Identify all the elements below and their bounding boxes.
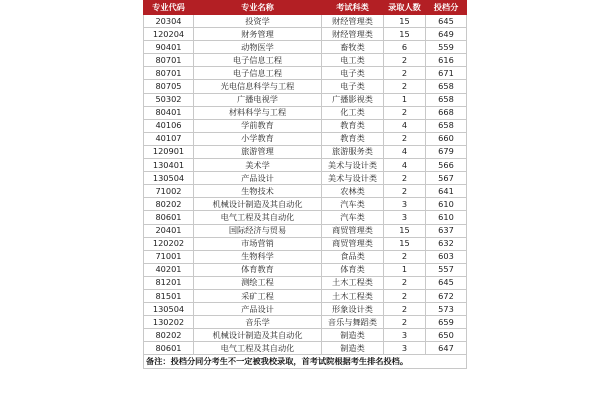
cell-score: 645 bbox=[426, 276, 467, 289]
cell-exam-category: 美术与设计类 bbox=[322, 159, 384, 172]
cell-exam-category: 商贸管理类 bbox=[322, 224, 384, 237]
cell-major-name: 材料科学与工程 bbox=[194, 106, 322, 119]
table-row bbox=[144, 342, 467, 355]
cell-score: 641 bbox=[426, 185, 467, 198]
cell-score: 573 bbox=[426, 303, 467, 316]
cell-admission-count: 3 bbox=[384, 329, 426, 342]
cell-exam-category: 音乐与舞蹈类 bbox=[322, 316, 384, 329]
table-row bbox=[144, 224, 467, 237]
cell-major-code: 80202 bbox=[144, 198, 194, 211]
cell-score: 603 bbox=[426, 250, 467, 263]
cell-score: 658 bbox=[426, 119, 467, 132]
cell-admission-count: 4 bbox=[384, 159, 426, 172]
header-major-code: 专业代码 bbox=[144, 1, 194, 15]
cell-score: 672 bbox=[426, 289, 467, 302]
cell-major-name: 生物科学 bbox=[194, 250, 322, 263]
cell-major-name: 测绘工程 bbox=[194, 276, 322, 289]
table-row bbox=[144, 329, 467, 342]
cell-score: 658 bbox=[426, 93, 467, 106]
cell-major-name: 音乐学 bbox=[194, 316, 322, 329]
cell-major-name: 美术学 bbox=[194, 159, 322, 172]
cell-admission-count: 1 bbox=[384, 93, 426, 106]
cell-score: 645 bbox=[426, 15, 467, 28]
cell-major-name: 财务管理 bbox=[194, 28, 322, 41]
cell-score: 671 bbox=[426, 67, 467, 80]
cell-score: 658 bbox=[426, 80, 467, 93]
table-row bbox=[144, 80, 467, 93]
cell-admission-count: 2 bbox=[384, 250, 426, 263]
cell-exam-category: 美术与设计类 bbox=[322, 172, 384, 185]
cell-admission-count: 15 bbox=[384, 237, 426, 250]
cell-major-name: 产品设计 bbox=[194, 172, 322, 185]
table-row bbox=[144, 15, 467, 28]
cell-major-name: 国际经济与贸易 bbox=[194, 224, 322, 237]
cell-major-name: 电气工程及其自动化 bbox=[194, 211, 322, 224]
cell-major-code: 130401 bbox=[144, 159, 194, 172]
table-row bbox=[144, 211, 467, 224]
cell-exam-category: 制造类 bbox=[322, 342, 384, 355]
cell-admission-count: 3 bbox=[384, 198, 426, 211]
cell-exam-category: 商贸管理类 bbox=[322, 237, 384, 250]
cell-admission-count: 2 bbox=[384, 132, 426, 145]
table-row bbox=[144, 145, 467, 158]
cell-major-name: 小学教育 bbox=[194, 132, 322, 145]
cell-exam-category: 体育类 bbox=[322, 263, 384, 276]
cell-exam-category: 食品类 bbox=[322, 250, 384, 263]
cell-major-name: 产品设计 bbox=[194, 303, 322, 316]
cell-admission-count: 3 bbox=[384, 342, 426, 355]
admission-score-table bbox=[143, 0, 467, 369]
cell-exam-category: 畜牧类 bbox=[322, 41, 384, 54]
cell-major-code: 90401 bbox=[144, 41, 194, 54]
cell-score: 637 bbox=[426, 224, 467, 237]
table-row bbox=[144, 132, 467, 145]
cell-major-code: 20401 bbox=[144, 224, 194, 237]
admission-score-table-container bbox=[143, 0, 466, 369]
cell-score: 610 bbox=[426, 211, 467, 224]
table-row bbox=[144, 303, 467, 316]
cell-major-name: 体育教育 bbox=[194, 263, 322, 276]
cell-score: 649 bbox=[426, 28, 467, 41]
cell-exam-category: 教育类 bbox=[322, 132, 384, 145]
table-row bbox=[144, 237, 467, 250]
table-row bbox=[144, 28, 467, 41]
cell-score: 660 bbox=[426, 132, 467, 145]
cell-major-code: 80601 bbox=[144, 342, 194, 355]
table-row bbox=[144, 316, 467, 329]
cell-major-code: 40201 bbox=[144, 263, 194, 276]
cell-admission-count: 15 bbox=[384, 28, 426, 41]
table-header-row bbox=[144, 1, 467, 15]
cell-score: 566 bbox=[426, 159, 467, 172]
cell-major-code: 50302 bbox=[144, 93, 194, 106]
header-admission-count: 录取人数 bbox=[384, 1, 426, 15]
cell-major-code: 20304 bbox=[144, 15, 194, 28]
cell-major-code: 80701 bbox=[144, 67, 194, 80]
cell-major-name: 动物医学 bbox=[194, 41, 322, 54]
cell-exam-category: 形象设计类 bbox=[322, 303, 384, 316]
table-row bbox=[144, 41, 467, 54]
cell-major-code: 130504 bbox=[144, 172, 194, 185]
header-score: 投档分 bbox=[426, 1, 467, 15]
cell-major-code: 80202 bbox=[144, 329, 194, 342]
cell-score: 610 bbox=[426, 198, 467, 211]
cell-major-code: 71002 bbox=[144, 185, 194, 198]
cell-exam-category: 广播影视类 bbox=[322, 93, 384, 106]
cell-major-name: 采矿工程 bbox=[194, 289, 322, 302]
cell-major-code: 40107 bbox=[144, 132, 194, 145]
cell-score: 557 bbox=[426, 263, 467, 276]
cell-major-name: 机械设计制造及其自动化 bbox=[194, 198, 322, 211]
cell-admission-count: 2 bbox=[384, 289, 426, 302]
cell-exam-category: 财经管理类 bbox=[322, 15, 384, 28]
cell-major-name: 电气工程及其自动化 bbox=[194, 342, 322, 355]
cell-score: 659 bbox=[426, 316, 467, 329]
cell-exam-category: 土木工程类 bbox=[322, 276, 384, 289]
table-note: 备注：投档分同分考生不一定被我校录取，首考试院根据考生排名投档。 bbox=[144, 355, 467, 368]
cell-exam-category: 化工类 bbox=[322, 106, 384, 119]
cell-exam-category: 汽车类 bbox=[322, 198, 384, 211]
cell-score: 679 bbox=[426, 145, 467, 158]
cell-admission-count: 2 bbox=[384, 67, 426, 80]
table-row bbox=[144, 54, 467, 67]
cell-admission-count: 1 bbox=[384, 263, 426, 276]
cell-exam-category: 电子类 bbox=[322, 80, 384, 93]
table-row bbox=[144, 93, 467, 106]
cell-admission-count: 2 bbox=[384, 172, 426, 185]
cell-score: 616 bbox=[426, 54, 467, 67]
note-row bbox=[144, 355, 467, 368]
cell-admission-count: 2 bbox=[384, 54, 426, 67]
cell-score: 647 bbox=[426, 342, 467, 355]
cell-score: 650 bbox=[426, 329, 467, 342]
cell-admission-count: 6 bbox=[384, 41, 426, 54]
cell-major-code: 40106 bbox=[144, 119, 194, 132]
cell-major-code: 81501 bbox=[144, 289, 194, 302]
cell-major-name: 旅游管理 bbox=[194, 145, 322, 158]
cell-admission-count: 4 bbox=[384, 145, 426, 158]
cell-admission-count: 2 bbox=[384, 316, 426, 329]
cell-admission-count: 2 bbox=[384, 303, 426, 316]
cell-major-name: 学前教育 bbox=[194, 119, 322, 132]
cell-admission-count: 4 bbox=[384, 119, 426, 132]
cell-exam-category: 电工类 bbox=[322, 54, 384, 67]
cell-score: 668 bbox=[426, 106, 467, 119]
cell-exam-category: 农林类 bbox=[322, 185, 384, 198]
table-row bbox=[144, 263, 467, 276]
table-row bbox=[144, 250, 467, 263]
cell-exam-category: 土木工程类 bbox=[322, 289, 384, 302]
table-row bbox=[144, 276, 467, 289]
cell-admission-count: 2 bbox=[384, 80, 426, 93]
table-row bbox=[144, 119, 467, 132]
table-row bbox=[144, 198, 467, 211]
cell-major-name: 电子信息工程 bbox=[194, 54, 322, 67]
table-body bbox=[144, 15, 467, 355]
table-row bbox=[144, 106, 467, 119]
cell-admission-count: 15 bbox=[384, 15, 426, 28]
cell-major-name: 投资学 bbox=[194, 15, 322, 28]
table-row bbox=[144, 289, 467, 302]
cell-major-code: 80705 bbox=[144, 80, 194, 93]
cell-major-name: 光电信息科学与工程 bbox=[194, 80, 322, 93]
cell-score: 632 bbox=[426, 237, 467, 250]
table-row bbox=[144, 185, 467, 198]
table-row bbox=[144, 159, 467, 172]
cell-admission-count: 3 bbox=[384, 211, 426, 224]
header-exam-category: 考试科类 bbox=[322, 1, 384, 15]
cell-major-code: 80401 bbox=[144, 106, 194, 119]
cell-major-code: 80701 bbox=[144, 54, 194, 67]
cell-major-code: 120202 bbox=[144, 237, 194, 250]
cell-major-code: 130202 bbox=[144, 316, 194, 329]
cell-major-code: 80601 bbox=[144, 211, 194, 224]
cell-exam-category: 财经管理类 bbox=[322, 28, 384, 41]
cell-admission-count: 2 bbox=[384, 276, 426, 289]
cell-major-name: 电子信息工程 bbox=[194, 67, 322, 80]
table-row bbox=[144, 172, 467, 185]
cell-exam-category: 汽车类 bbox=[322, 211, 384, 224]
cell-exam-category: 电子类 bbox=[322, 67, 384, 80]
cell-major-code: 71001 bbox=[144, 250, 194, 263]
cell-major-code: 120204 bbox=[144, 28, 194, 41]
cell-exam-category: 旅游服务类 bbox=[322, 145, 384, 158]
cell-score: 559 bbox=[426, 41, 467, 54]
table-row bbox=[144, 67, 467, 80]
cell-major-code: 81201 bbox=[144, 276, 194, 289]
cell-exam-category: 制造类 bbox=[322, 329, 384, 342]
cell-admission-count: 2 bbox=[384, 185, 426, 198]
cell-major-name: 机械设计制造及其自动化 bbox=[194, 329, 322, 342]
cell-major-name: 生物技术 bbox=[194, 185, 322, 198]
cell-major-code: 120901 bbox=[144, 145, 194, 158]
cell-admission-count: 2 bbox=[384, 106, 426, 119]
cell-major-name: 广播电视学 bbox=[194, 93, 322, 106]
header-major-name: 专业名称 bbox=[194, 1, 322, 15]
cell-major-name: 市场营销 bbox=[194, 237, 322, 250]
cell-score: 567 bbox=[426, 172, 467, 185]
cell-admission-count: 15 bbox=[384, 224, 426, 237]
cell-exam-category: 教育类 bbox=[322, 119, 384, 132]
cell-major-code: 130504 bbox=[144, 303, 194, 316]
